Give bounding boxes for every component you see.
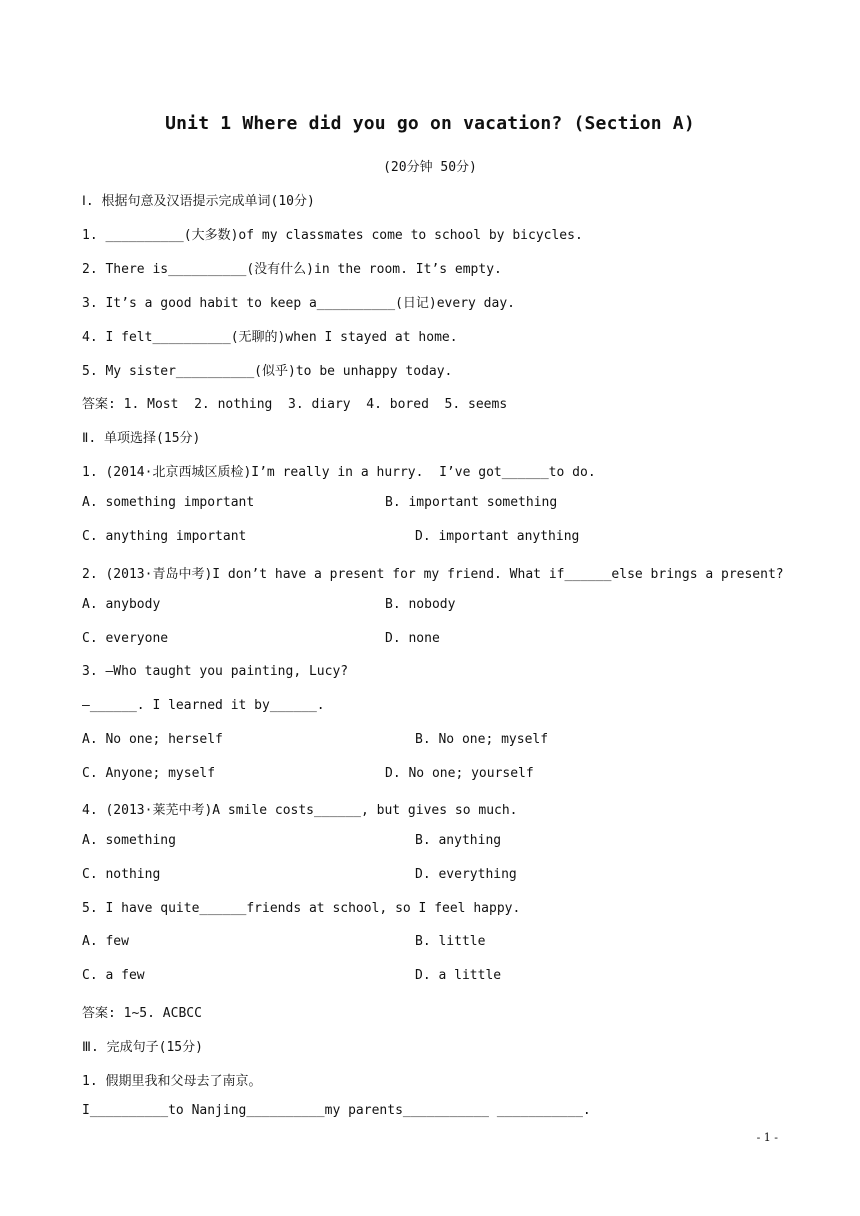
- q1-option-a: A. something important: [82, 495, 255, 510]
- q2-option-a: A. anybody: [82, 597, 161, 612]
- s1-item-4: 4. I felt__________(无聊的)when I stayed at home.: [82, 330, 458, 345]
- q4-stem: 4. (2013·莱芜中考)A smile costs______, but gives so much.: [82, 803, 518, 818]
- q5-option-d: D. a little: [415, 968, 502, 983]
- q3-option-c: C. Anyone; myself: [82, 766, 216, 781]
- q4-option-c: C. nothing: [82, 867, 161, 882]
- q5-option-a: A. few: [82, 934, 129, 949]
- q2-option-c: C. everyone: [82, 631, 169, 646]
- q3-option-d: D. No one; yourself: [385, 766, 534, 781]
- page-subtitle: (20分钟 50分): [383, 160, 477, 175]
- q2-option-d: D. none: [385, 631, 440, 646]
- q1-option-d: D. important anything: [415, 529, 580, 544]
- q1-option-c: C. anything important: [82, 529, 247, 544]
- s1-item-5: 5. My sister__________(似乎)to be unhappy today.: [82, 364, 453, 379]
- q3-option-a: A. No one; herself: [82, 732, 223, 747]
- q4-option-b: B. anything: [415, 833, 502, 848]
- section2-heading: Ⅱ. 单项选择(15分): [82, 431, 201, 446]
- q4-option-a: A. something: [82, 833, 176, 848]
- s1-item-2: 2. There is__________(没有什么)in the room. It’s empty.: [82, 262, 502, 277]
- q5-stem: 5. I have quite______friends at school, so I feel happy.: [82, 901, 521, 916]
- q3-option-b: B. No one; myself: [415, 732, 549, 747]
- s1-item-1: 1. __________(大多数)of my classmates come to school by bicycles.: [82, 228, 583, 243]
- page-number: - 1 -: [756, 1131, 778, 1144]
- q3-stem-line2: —______. I learned it by______.: [82, 698, 325, 713]
- s2-answer: 答案: 1~5. ACBCC: [82, 1006, 202, 1021]
- s1-answer: 答案: 1. Most 2. nothing 3. diary 4. bored 5. seems: [82, 397, 508, 412]
- q5-option-b: B. little: [415, 934, 486, 949]
- q3-stem: 3. —Who taught you painting, Lucy?: [82, 664, 349, 679]
- q1-option-b: B. important something: [385, 495, 558, 510]
- section1-heading: Ⅰ. 根据句意及汉语提示完成单词(10分): [82, 194, 315, 209]
- q5-option-c: C. a few: [82, 968, 145, 983]
- s3-item-1-blank: I__________to Nanjing__________my parents___________ ___________.: [82, 1103, 591, 1118]
- q4-option-d: D. everything: [415, 867, 517, 882]
- q2-option-b: B. nobody: [385, 597, 456, 612]
- section3-heading: Ⅲ. 完成句子(15分): [82, 1040, 203, 1055]
- page-title: Unit 1 Where did you go on vacation? (Section A): [165, 113, 695, 134]
- s1-item-3: 3. It’s a good habit to keep a__________(日记)every day.: [82, 296, 515, 311]
- q1-stem: 1. (2014·北京西城区质检)I’m really in a hurry. I’ve got______to do.: [82, 465, 596, 480]
- q2-stem: 2. (2013·青岛中考)I don’t have a present for my friend. What if______else brings a present?: [82, 567, 784, 582]
- s3-item-1: 1. 假期里我和父母去了南京。: [82, 1074, 262, 1089]
